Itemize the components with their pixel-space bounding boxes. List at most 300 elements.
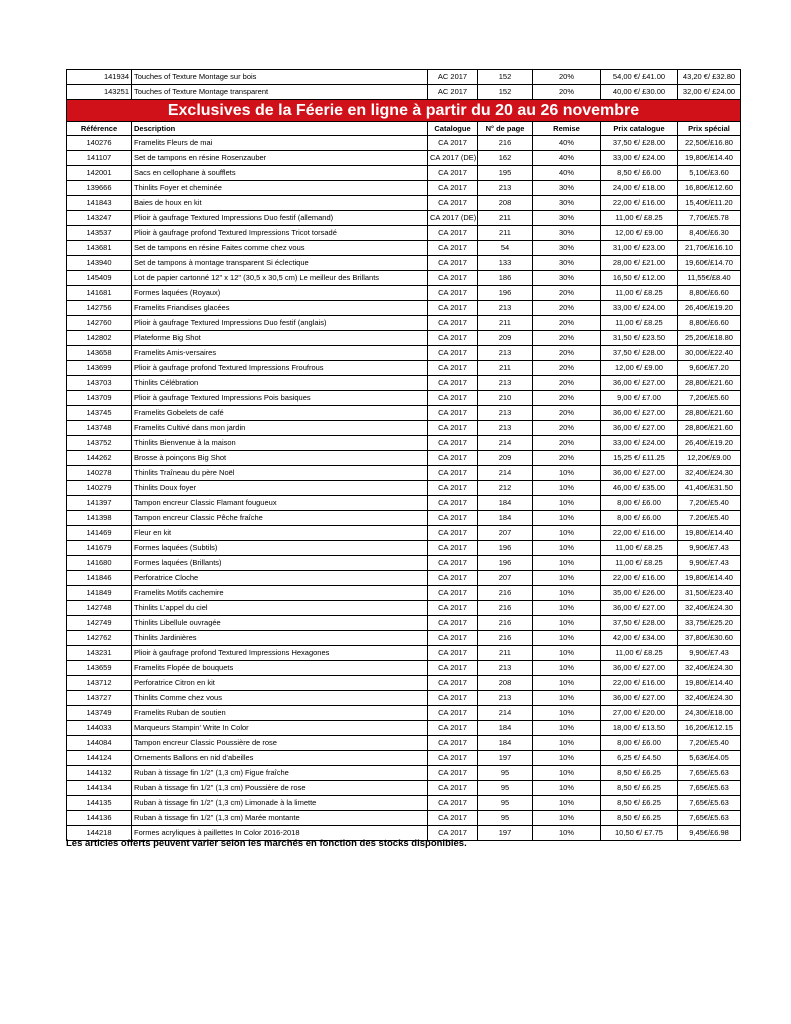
table-row (67, 346, 741, 361)
remise-cell: 30% (533, 196, 601, 211)
prix-catalogue-cell: 27,00 €/ £20.00 (601, 706, 678, 721)
prix-catalogue-cell: 11,00 €/ £8.25 (601, 556, 678, 571)
prix-special-cell: 26,40€/£19.20 (678, 436, 741, 451)
reference-cell: 145409 (67, 271, 132, 286)
page-cell: 209 (478, 331, 533, 346)
prix-special-cell: 9,90€/£7.43 (678, 556, 741, 571)
page-cell: 152 (478, 70, 533, 85)
prix-special-cell: 15,40€/£11.20 (678, 196, 741, 211)
remise-cell: 10% (533, 631, 601, 646)
description-cell: Perforatrice Citron en kit (132, 676, 428, 691)
prix-catalogue-cell: 11,00 €/ £8.25 (601, 646, 678, 661)
reference-cell: 141469 (67, 526, 132, 541)
description-cell: Formes laquées (Royaux) (132, 286, 428, 301)
prix-catalogue-cell: 28,00 €/ £21.00 (601, 256, 678, 271)
catalogue-cell: CA 2017 (DE) (428, 151, 478, 166)
prix-catalogue-cell: 36,00 €/ £27.00 (601, 421, 678, 436)
page-cell: 210 (478, 391, 533, 406)
table-row (67, 511, 741, 526)
prix-catalogue-cell: 8,50 €/ £6.25 (601, 781, 678, 796)
page-cell: 208 (478, 196, 533, 211)
page-cell: 211 (478, 646, 533, 661)
page-cell: 216 (478, 631, 533, 646)
prix-catalogue-cell: 46,00 €/ £35.00 (601, 481, 678, 496)
page-cell: 216 (478, 601, 533, 616)
table-row (67, 466, 741, 481)
catalogue-cell: CA 2017 (428, 676, 478, 691)
description-cell: Plateforme Big Shot (132, 331, 428, 346)
catalogue-cell: CA 2017 (428, 796, 478, 811)
table-row (67, 496, 741, 511)
remise-cell: 10% (533, 691, 601, 706)
reference-cell: 141849 (67, 586, 132, 601)
prix-special-cell: 9,45€/£6.98 (678, 826, 741, 841)
reference-cell: 140279 (67, 481, 132, 496)
catalogue-cell: CA 2017 (428, 136, 478, 151)
description-cell: Ruban à tissage fin 1/2" (1,3 cm) Limonade à la limette (132, 796, 428, 811)
description-cell: Plioir à gaufrage profond Textured Impressions Froufrous (132, 361, 428, 376)
reference-cell: 144262 (67, 451, 132, 466)
reference-cell: 142760 (67, 316, 132, 331)
table-row (67, 571, 741, 586)
description-cell: Set de tampons à montage transparent Si éclectique (132, 256, 428, 271)
remise-cell: 20% (533, 406, 601, 421)
catalogue-cell: CA 2017 (428, 346, 478, 361)
offer-items (67, 136, 741, 841)
catalogue-cell: CA 2017 (428, 766, 478, 781)
table-row (67, 301, 741, 316)
page-cell: 216 (478, 586, 533, 601)
header-page: N° de page (478, 122, 533, 136)
remise-cell: 20% (533, 376, 601, 391)
remise-cell: 10% (533, 706, 601, 721)
table-row (67, 766, 741, 781)
prix-catalogue-cell: 8,50 €/ £6.25 (601, 796, 678, 811)
catalogue-cell: AC 2017 (428, 85, 478, 100)
reference-cell: 141681 (67, 286, 132, 301)
remise-cell: 10% (533, 571, 601, 586)
reference-cell: 141398 (67, 511, 132, 526)
description-cell: Plioir à gaufrage Textured Impressions Duo festif (allemand) (132, 211, 428, 226)
remise-cell: 30% (533, 181, 601, 196)
page-cell: 95 (478, 766, 533, 781)
description-cell: Formes laquées (Brillants) (132, 556, 428, 571)
table-row (67, 751, 741, 766)
prix-catalogue-cell: 31,00 €/ £23.00 (601, 241, 678, 256)
prix-catalogue-cell: 10,50 €/ £7.75 (601, 826, 678, 841)
catalogue-cell: CA 2017 (428, 646, 478, 661)
header-reference: Référence (67, 122, 132, 136)
catalogue-cell: CA 2017 (428, 256, 478, 271)
prix-catalogue-cell: 12,00 €/ £9.00 (601, 361, 678, 376)
prix-catalogue-cell: 22,00 €/ £16.00 (601, 526, 678, 541)
prix-catalogue-cell: 18,00 €/ £13.50 (601, 721, 678, 736)
prix-special-cell: 19,80€/£14.40 (678, 676, 741, 691)
remise-cell: 10% (533, 511, 601, 526)
table-row (67, 481, 741, 496)
prix-catalogue-cell: 16,50 €/ £12.00 (601, 271, 678, 286)
remise-cell: 40% (533, 151, 601, 166)
catalogue-cell: CA 2017 (428, 451, 478, 466)
page-cell: 209 (478, 451, 533, 466)
remise-cell: 20% (533, 421, 601, 436)
page-cell: 162 (478, 151, 533, 166)
page-cell: 208 (478, 676, 533, 691)
reference-cell: 144084 (67, 736, 132, 751)
prix-catalogue-cell: 36,00 €/ £27.00 (601, 466, 678, 481)
prix-catalogue-cell: 37,50 €/ £28.00 (601, 136, 678, 151)
page-cell: 197 (478, 826, 533, 841)
page-cell: 196 (478, 556, 533, 571)
prix-special-cell: 16,20€/£12.15 (678, 721, 741, 736)
prix-catalogue-cell: 6,25 €/ £4.50 (601, 751, 678, 766)
description-cell: Thinlits L'appel du ciel (132, 601, 428, 616)
header-prix-special: Prix spécial (678, 122, 741, 136)
catalogue-cell: CA 2017 (428, 316, 478, 331)
page-cell: 207 (478, 571, 533, 586)
prix-special-cell: 25,20€/£18.80 (678, 331, 741, 346)
table-row (67, 736, 741, 751)
page-cell: 133 (478, 256, 533, 271)
page-cell: 216 (478, 616, 533, 631)
remise-cell: 10% (533, 826, 601, 841)
table-row (67, 796, 741, 811)
remise-cell: 40% (533, 136, 601, 151)
remise-cell: 20% (533, 316, 601, 331)
reference-cell: 143659 (67, 661, 132, 676)
description-cell: Plioir à gaufrage profond Textured Impressions Hexagones (132, 646, 428, 661)
remise-cell: 30% (533, 226, 601, 241)
banner-row (67, 100, 741, 122)
page-cell: 184 (478, 511, 533, 526)
prix-catalogue-cell: 36,00 €/ £27.00 (601, 406, 678, 421)
banner-title: Exclusives de la Féerie en ligne à partir du 20 au 26 novembre (67, 100, 741, 122)
prix-special-cell: 21,70€/£16.10 (678, 241, 741, 256)
prix-special-cell: 28,80€/£21.60 (678, 376, 741, 391)
reference-cell: 144124 (67, 751, 132, 766)
prix-special-cell: 11,55€/£8.40 (678, 271, 741, 286)
prix-special-cell: 5,63€/£4.05 (678, 751, 741, 766)
page-cell: 213 (478, 691, 533, 706)
description-cell: Baies de houx en kit (132, 196, 428, 211)
catalogue-cell: CA 2017 (428, 511, 478, 526)
prix-catalogue-cell: 33,00 €/ £24.00 (601, 151, 678, 166)
reference-cell: 143699 (67, 361, 132, 376)
table-row (67, 691, 741, 706)
prix-catalogue-cell: 33,00 €/ £24.00 (601, 436, 678, 451)
description-cell: Ruban à tissage fin 1/2" (1,3 cm) Marée montante (132, 811, 428, 826)
reference-cell: 141846 (67, 571, 132, 586)
table-row (67, 781, 741, 796)
catalogue-cell: CA 2017 (428, 391, 478, 406)
prix-special-cell: 19,80€/£14.40 (678, 526, 741, 541)
reference-cell: 144134 (67, 781, 132, 796)
prix-catalogue-cell: 8,00 €/ £6.00 (601, 511, 678, 526)
reference-cell: 142762 (67, 631, 132, 646)
reference-cell: 144132 (67, 766, 132, 781)
remise-cell: 10% (533, 736, 601, 751)
prix-catalogue-cell: 24,00 €/ £18.00 (601, 181, 678, 196)
catalogue-cell: CA 2017 (428, 496, 478, 511)
description-cell: Ruban à tissage fin 1/2" (1,3 cm) Figue fraîche (132, 766, 428, 781)
table-row (67, 256, 741, 271)
prix-catalogue-cell: 15,25 €/ £11.25 (601, 451, 678, 466)
prix-catalogue-cell: 11,00 €/ £8.25 (601, 316, 678, 331)
prix-special-cell: 32,00 €/ £24.00 (678, 85, 741, 100)
description-cell: Touches of Texture Montage sur bois (132, 70, 428, 85)
catalogue-cell: CA 2017 (428, 406, 478, 421)
description-cell: Set de tampons en résine Faites comme chez vous (132, 241, 428, 256)
header-catalogue: Catalogue (428, 122, 478, 136)
remise-cell: 20% (533, 301, 601, 316)
description-cell: Plioir à gaufrage profond Textured Impressions Tricot torsadé (132, 226, 428, 241)
prix-special-cell: 32,40€/£24.30 (678, 601, 741, 616)
prix-special-cell: 7,65€/£5.63 (678, 811, 741, 826)
catalogue-cell: CA 2017 (428, 616, 478, 631)
catalogue-cell: CA 2017 (428, 826, 478, 841)
table-row (67, 70, 741, 85)
catalogue-cell: CA 2017 (428, 541, 478, 556)
description-cell: Framelits Ruban de soutien (132, 706, 428, 721)
reference-cell: 143745 (67, 406, 132, 421)
prix-special-cell: 7,20€/£5.40 (678, 496, 741, 511)
page-cell: 212 (478, 481, 533, 496)
page-cell: 195 (478, 166, 533, 181)
page-cell: 211 (478, 211, 533, 226)
description-cell: Lot de papier cartonné 12" x 12" (30,5 x 30,5 cm) Le meilleur des Brillants (132, 271, 428, 286)
prix-special-cell: 31,50€/£23.40 (678, 586, 741, 601)
reference-cell: 144218 (67, 826, 132, 841)
description-cell: Formes laquées (Subtils) (132, 541, 428, 556)
prix-catalogue-cell: 40,00 €/ £30.00 (601, 85, 678, 100)
prix-special-cell: 32,40€/£24.30 (678, 691, 741, 706)
prix-special-cell: 41,40€/£31.50 (678, 481, 741, 496)
description-cell: Fleur en kit (132, 526, 428, 541)
prix-special-cell: 9,90€/£7.43 (678, 646, 741, 661)
table-row (67, 361, 741, 376)
prix-special-cell: 19,80€/£14.40 (678, 151, 741, 166)
reference-cell: 141934 (67, 70, 132, 85)
description-cell: Ornements Ballons en nid d'abeilles (132, 751, 428, 766)
prix-special-cell: 7,65€/£5.63 (678, 766, 741, 781)
prix-special-cell: 7,70€/£5.78 (678, 211, 741, 226)
description-cell: Thinlits Célébration (132, 376, 428, 391)
reference-cell: 143749 (67, 706, 132, 721)
catalogue-cell: CA 2017 (428, 361, 478, 376)
table-row (67, 631, 741, 646)
page-cell: 95 (478, 796, 533, 811)
reference-cell: 141679 (67, 541, 132, 556)
prix-catalogue-cell: 33,00 €/ £24.00 (601, 301, 678, 316)
table-row (67, 331, 741, 346)
prix-special-cell: 7,65€/£5.63 (678, 781, 741, 796)
reference-cell: 143752 (67, 436, 132, 451)
reference-cell: 143537 (67, 226, 132, 241)
remise-cell: 10% (533, 766, 601, 781)
prix-special-cell: 26,40€/£19.20 (678, 301, 741, 316)
catalogue-cell: CA 2017 (428, 181, 478, 196)
remise-cell: 10% (533, 601, 601, 616)
remise-cell: 10% (533, 586, 601, 601)
header-remise: Remise (533, 122, 601, 136)
catalogue-cell: CA 2017 (428, 526, 478, 541)
catalogue-cell: CA 2017 (428, 166, 478, 181)
table-row (67, 526, 741, 541)
prix-catalogue-cell: 37,50 €/ £28.00 (601, 616, 678, 631)
catalogue-cell: CA 2017 (428, 331, 478, 346)
catalogue-cell: CA 2017 (428, 271, 478, 286)
prix-catalogue-cell: 36,00 €/ £27.00 (601, 376, 678, 391)
table-row (67, 166, 741, 181)
prix-special-cell: 28,80€/£21.60 (678, 406, 741, 421)
reference-cell: 139666 (67, 181, 132, 196)
catalogue-cell: CA 2017 (428, 466, 478, 481)
remise-cell: 20% (533, 331, 601, 346)
remise-cell: 10% (533, 541, 601, 556)
prix-special-cell: 7.20€/£5.40 (678, 511, 741, 526)
reference-cell: 143247 (67, 211, 132, 226)
remise-cell: 20% (533, 85, 601, 100)
price-sheet (66, 69, 740, 841)
catalogue-cell: CA 2017 (428, 226, 478, 241)
table-row (67, 316, 741, 331)
table-row (67, 211, 741, 226)
prix-special-cell: 33,75€/£25.20 (678, 616, 741, 631)
remise-cell: 10% (533, 526, 601, 541)
description-cell: Tampon encreur Classic Flamant fougueux (132, 496, 428, 511)
description-cell: Framelits Motifs cachemire (132, 586, 428, 601)
prix-special-cell: 22,50€/£16.80 (678, 136, 741, 151)
page-cell: 213 (478, 346, 533, 361)
remise-cell: 30% (533, 271, 601, 286)
description-cell: Framelits Flopée de bouquets (132, 661, 428, 676)
remise-cell: 10% (533, 811, 601, 826)
table-row (67, 376, 741, 391)
catalogue-cell: CA 2017 (428, 301, 478, 316)
description-cell: Thinlits Foyer et cheminée (132, 181, 428, 196)
remise-cell: 30% (533, 256, 601, 271)
catalogue-cell: CA 2017 (428, 706, 478, 721)
prix-catalogue-cell: 22,00 €/ £16.00 (601, 196, 678, 211)
catalogue-cell: AC 2017 (428, 70, 478, 85)
table-row (67, 646, 741, 661)
prix-special-cell: 12,20€/£9.00 (678, 451, 741, 466)
prix-special-cell: 9,60€/£7.20 (678, 361, 741, 376)
catalogue-cell: CA 2017 (428, 661, 478, 676)
page-cell: 213 (478, 181, 533, 196)
prix-special-cell: 24,30€/£18.00 (678, 706, 741, 721)
prix-special-cell: 7,20€/£5.60 (678, 391, 741, 406)
reference-cell: 140278 (67, 466, 132, 481)
prix-catalogue-cell: 36,00 €/ £27.00 (601, 601, 678, 616)
remise-cell: 10% (533, 676, 601, 691)
prix-catalogue-cell: 31,50 €/ £23.50 (601, 331, 678, 346)
page-cell: 184 (478, 721, 533, 736)
prix-catalogue-cell: 9,00 €/ £7.00 (601, 391, 678, 406)
page-cell: 152 (478, 85, 533, 100)
table-row (67, 676, 741, 691)
page-cell: 214 (478, 466, 533, 481)
table-row (67, 721, 741, 736)
description-cell: Thinlits Traîneau du père Noël (132, 466, 428, 481)
page-cell: 213 (478, 421, 533, 436)
table-row (67, 616, 741, 631)
description-cell: Set de tampons en résine Rosenzauber (132, 151, 428, 166)
remise-cell: 20% (533, 346, 601, 361)
page-cell: 213 (478, 661, 533, 676)
prix-special-cell: 19,80€/£14.40 (678, 571, 741, 586)
reference-cell: 142756 (67, 301, 132, 316)
reference-cell: 143231 (67, 646, 132, 661)
catalogue-cell: CA 2017 (428, 421, 478, 436)
page-cell: 216 (478, 136, 533, 151)
description-cell: Thinlits Comme chez vous (132, 691, 428, 706)
description-cell: Framelits Fleurs de mai (132, 136, 428, 151)
catalogue-cell: CA 2017 (428, 601, 478, 616)
page-cell: 197 (478, 751, 533, 766)
page-cell: 196 (478, 286, 533, 301)
page-cell: 211 (478, 361, 533, 376)
prix-catalogue-cell: 22,00 €/ £16.00 (601, 676, 678, 691)
catalogue-cell: CA 2017 (428, 436, 478, 451)
table-row (67, 85, 741, 100)
reference-cell: 144136 (67, 811, 132, 826)
description-cell: Framelits Friandises glacées (132, 301, 428, 316)
table-row (67, 271, 741, 286)
prix-special-cell: 16,80€/£12.60 (678, 181, 741, 196)
description-cell: Framelits Gobelets de café (132, 406, 428, 421)
page-cell: 213 (478, 406, 533, 421)
description-cell: Plioir à gaufrage Textured Impressions Pois basiques (132, 391, 428, 406)
description-cell: Thinlits Jardinières (132, 631, 428, 646)
remise-cell: 10% (533, 661, 601, 676)
reference-cell: 142001 (67, 166, 132, 181)
remise-cell: 20% (533, 70, 601, 85)
prix-catalogue-cell: 36,00 €/ £27.00 (601, 691, 678, 706)
table-row (67, 586, 741, 601)
remise-cell: 20% (533, 436, 601, 451)
table-row (67, 421, 741, 436)
page-cell: 184 (478, 496, 533, 511)
prix-catalogue-cell: 8,50 €/ £6.00 (601, 166, 678, 181)
description-cell: Formes acryliques à paillettes In Color 2016-2018 (132, 826, 428, 841)
table-row (67, 706, 741, 721)
table-row (67, 811, 741, 826)
description-cell: Perforatrice Cloche (132, 571, 428, 586)
prix-catalogue-cell: 8,00 €/ £6.00 (601, 736, 678, 751)
page-cell: 186 (478, 271, 533, 286)
prix-catalogue-cell: 11,00 €/ £8.25 (601, 286, 678, 301)
prix-catalogue-cell: 37,50 €/ £28.00 (601, 346, 678, 361)
table-row (67, 151, 741, 166)
catalogue-cell: CA 2017 (428, 691, 478, 706)
catalogue-cell: CA 2017 (428, 241, 478, 256)
description-cell: Tampon encreur Classic Poussière de rose (132, 736, 428, 751)
reference-cell: 143703 (67, 376, 132, 391)
prix-special-cell: 32,40€/£24.30 (678, 466, 741, 481)
reference-cell: 143709 (67, 391, 132, 406)
reference-cell: 142802 (67, 331, 132, 346)
reference-cell: 143748 (67, 421, 132, 436)
remise-cell: 10% (533, 781, 601, 796)
remise-cell: 20% (533, 391, 601, 406)
page-cell: 213 (478, 301, 533, 316)
prix-catalogue-cell: 8,00 €/ £6.00 (601, 496, 678, 511)
remise-cell: 20% (533, 451, 601, 466)
reference-cell: 143727 (67, 691, 132, 706)
remise-cell: 10% (533, 466, 601, 481)
reference-cell: 144033 (67, 721, 132, 736)
